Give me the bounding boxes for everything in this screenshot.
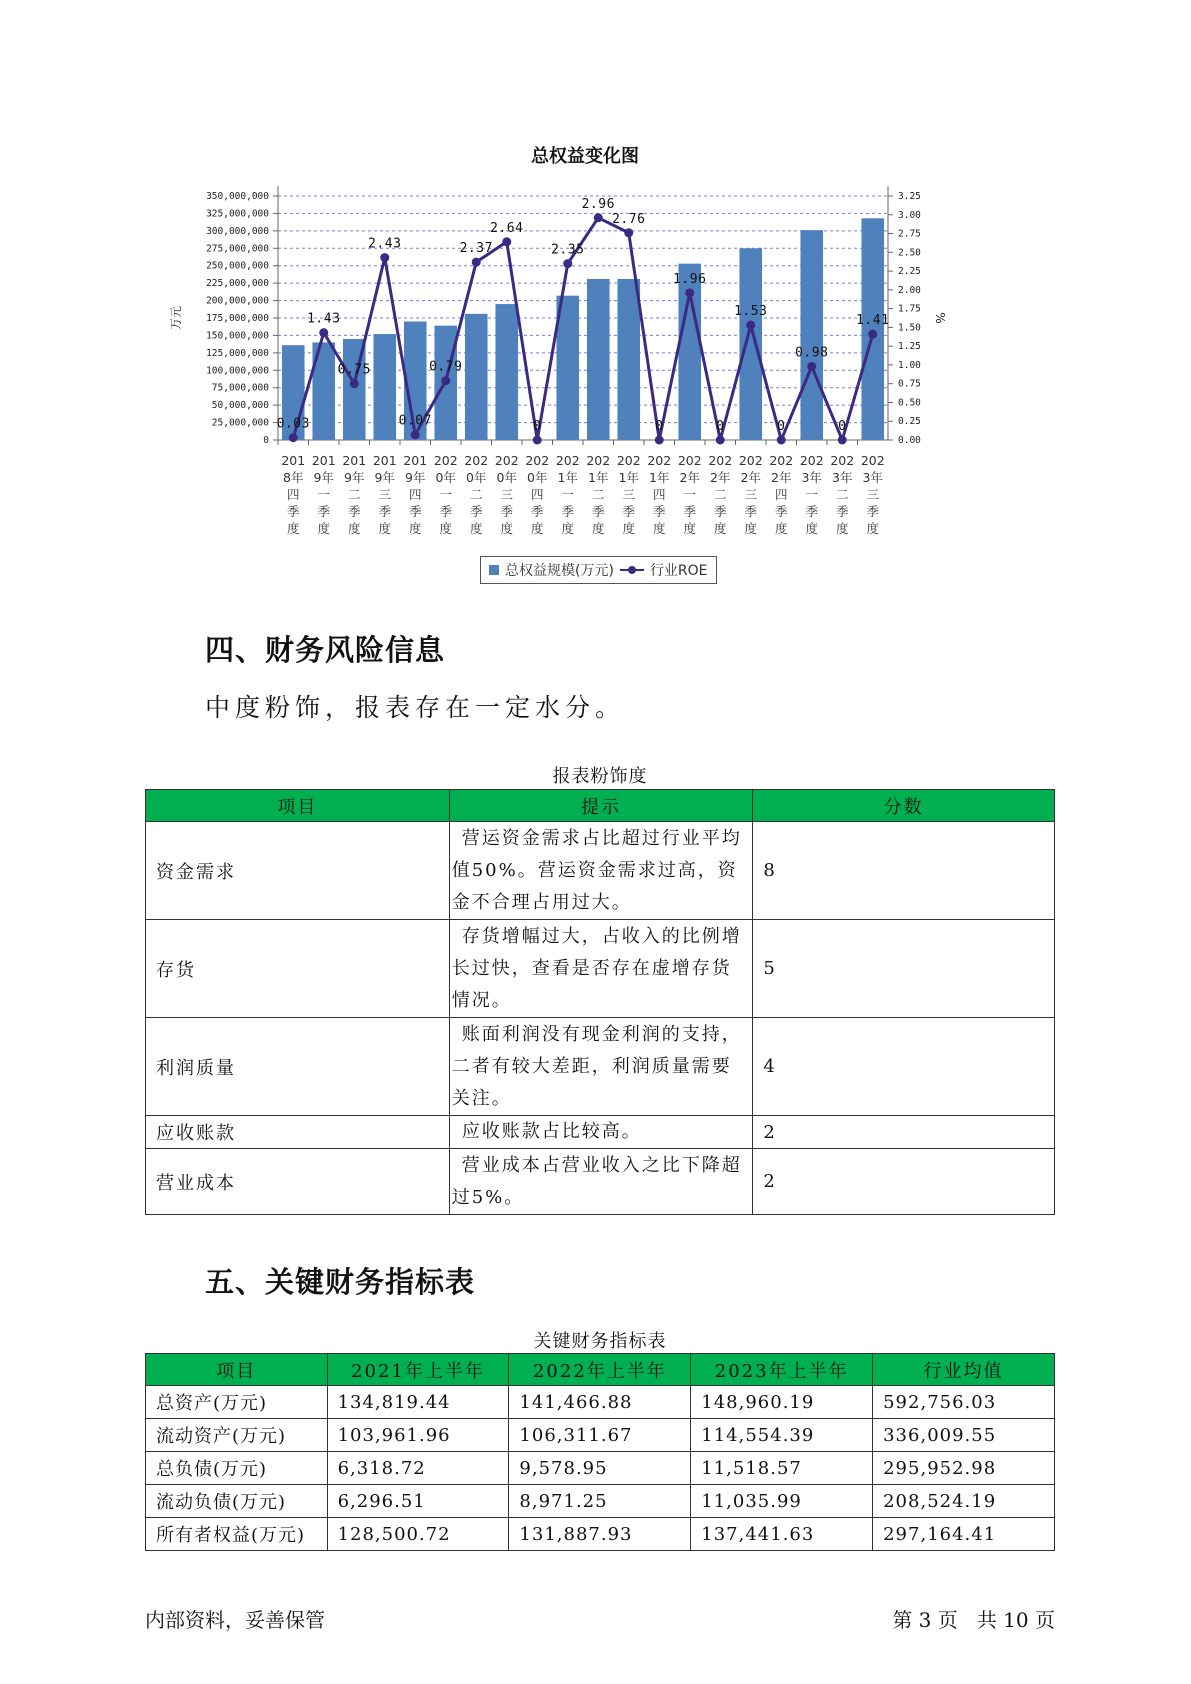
x-tick-label: 度: [805, 521, 819, 536]
kpi-label: 流动资产(万元): [146, 1419, 328, 1452]
roe-point: [746, 321, 755, 330]
x-tick-label: 1年: [618, 470, 639, 485]
roe-point: [472, 258, 481, 267]
table-row: [146, 1149, 1055, 1215]
kpi-value: 8,971.25: [509, 1485, 691, 1518]
x-tick-label: 9年: [313, 470, 334, 485]
kpi-value: 592,756.03: [873, 1386, 1055, 1419]
section-heading-kpi: 五、关键财务指标表: [205, 1265, 476, 1299]
x-tick-label: 三: [378, 487, 392, 502]
x-tick-label: 202: [616, 453, 641, 468]
x-tick-label: 3年: [862, 470, 883, 485]
x-tick-label: 一: [805, 487, 819, 502]
risk-score: 4: [753, 1018, 1055, 1116]
x-tick-label: 9年: [405, 470, 426, 485]
x-tick-label: 202: [586, 453, 611, 468]
table-row: [146, 822, 1055, 920]
x-tick-label: 季: [378, 504, 392, 519]
x-tick-label: 度: [591, 521, 605, 536]
x-tick-label: 三: [744, 487, 758, 502]
roe-point: [868, 330, 877, 339]
y2-tick-label: 3.00: [898, 209, 921, 221]
chart-legend: [480, 556, 717, 584]
x-tick-label: 一: [317, 487, 331, 502]
y-tick-label: 75,000,000: [211, 382, 269, 394]
y2-tick-label: 1.25: [898, 341, 921, 353]
x-tick-label: 四: [408, 487, 422, 502]
x-tick-label: 季: [835, 504, 849, 519]
x-tick-label: 202: [494, 453, 519, 468]
roe-point: [411, 430, 420, 439]
kpi-value: 297,164.41: [873, 1518, 1055, 1551]
y2-tick-label: 1.00: [898, 359, 921, 371]
risk-hint: 营运资金需求占比超过行业平均值50%。营运资金需求过高，资金不合理占用过大。: [449, 822, 753, 920]
chart-title: 总权益变化图: [531, 146, 639, 167]
x-tick-label: 季: [286, 504, 300, 519]
x-tick-label: 一: [439, 487, 453, 502]
y-tick-label: 325,000,000: [206, 208, 269, 220]
kpi-label: 流动负债(万元): [146, 1485, 328, 1518]
data-label: 0: [655, 419, 664, 434]
risk-summary: 中度粉饰，报表存在一定水分。: [205, 693, 626, 722]
x-tick-label: 202: [738, 453, 763, 468]
y-tick-label: 0: [263, 435, 269, 446]
x-tick-label: 季: [469, 504, 483, 519]
header-item: 项目: [146, 790, 450, 822]
x-tick-label: 2年: [679, 470, 700, 485]
kpi-label: 所有者权益(万元): [146, 1518, 328, 1551]
header-score: 分数: [753, 790, 1055, 822]
x-tick-label: 202: [708, 453, 733, 468]
kpi-value: 106,311.67: [509, 1419, 691, 1452]
kpi-value: 6,318.72: [327, 1452, 509, 1485]
risk-item: 资金需求: [146, 822, 450, 920]
data-label: 0: [777, 419, 786, 434]
x-tick-label: 度: [744, 521, 758, 536]
x-tick-label: 0年: [527, 470, 548, 485]
kpi-label: 总资产(万元): [146, 1386, 328, 1419]
y2-axis-title: %: [933, 312, 947, 324]
risk-item: 存货: [146, 920, 450, 1018]
footer-confidential: 内部资料，妥善保管: [145, 1608, 325, 1632]
table-row: [146, 1452, 1055, 1485]
x-tick-label: 季: [683, 504, 697, 519]
x-tick-label: 度: [530, 521, 544, 536]
x-tick-label: 二: [347, 487, 361, 502]
x-tick-label: 202: [830, 453, 855, 468]
roe-point: [289, 433, 298, 442]
x-tick-label: 季: [439, 504, 453, 519]
x-tick-label: 季: [530, 504, 544, 519]
y-tick-label: 250,000,000: [206, 260, 269, 272]
table-row: [146, 920, 1055, 1018]
x-tick-label: 二: [591, 487, 605, 502]
x-tick-label: 度: [408, 521, 422, 536]
kpi-value: 11,035.99: [691, 1485, 873, 1518]
x-tick-label: 201: [403, 453, 428, 468]
kpi-value: 128,500.72: [327, 1518, 509, 1551]
y2-tick-label: 0.00: [898, 435, 921, 446]
header-industry-avg: 行业均值: [873, 1354, 1055, 1386]
x-tick-label: 季: [408, 504, 422, 519]
bar: [373, 334, 396, 440]
roe-point: [533, 436, 542, 445]
y2-tick-label: 0.25: [898, 416, 921, 428]
x-tick-label: 三: [622, 487, 636, 502]
x-tick-label: 2年: [771, 470, 792, 485]
y2-tick-label: 2.25: [898, 266, 921, 278]
x-tick-label: 201: [372, 453, 397, 468]
y2-tick-label: 2.00: [898, 284, 921, 296]
equity-chart-svg: [160, 136, 1030, 556]
y-axis-title: 万元: [169, 305, 183, 331]
x-tick-label: 8年: [283, 470, 304, 485]
data-label: 2.64: [490, 220, 524, 236]
x-tick-label: 四: [286, 487, 300, 502]
x-tick-label: 度: [652, 521, 666, 536]
kpi-value: 295,952.98: [873, 1452, 1055, 1485]
x-tick-label: 201: [342, 453, 367, 468]
x-tick-label: 季: [805, 504, 819, 519]
data-label: 1.53: [734, 304, 768, 320]
y2-tick-label: 1.50: [898, 322, 921, 334]
x-tick-label: 3年: [801, 470, 822, 485]
roe-point: [655, 436, 664, 445]
x-tick-label: 度: [561, 521, 575, 536]
x-tick-label: 季: [622, 504, 636, 519]
data-label: 0: [716, 419, 725, 434]
bar: [465, 314, 488, 440]
x-tick-label: 201: [311, 453, 336, 468]
x-tick-label: 一: [683, 487, 697, 502]
x-tick-label: 2年: [740, 470, 761, 485]
x-tick-label: 季: [317, 504, 331, 519]
legend-line-swatch: [620, 564, 644, 576]
x-tick-label: 二: [835, 487, 849, 502]
roe-point: [716, 436, 725, 445]
table-row: [146, 1518, 1055, 1551]
bar: [861, 218, 884, 440]
x-tick-label: 0年: [496, 470, 517, 485]
y-tick-label: 275,000,000: [206, 243, 269, 255]
data-label: 0.79: [429, 359, 463, 375]
legend-bar-label: 总权益规模(万元): [505, 563, 614, 579]
y-tick-label: 50,000,000: [211, 400, 269, 412]
x-tick-label: 季: [866, 504, 880, 519]
header-2022h1: 2022年上半年: [509, 1354, 691, 1386]
table-row: [146, 1116, 1055, 1149]
data-label: 0.75: [337, 362, 371, 378]
roe-point: [563, 259, 572, 268]
x-tick-label: 202: [433, 453, 458, 468]
x-tick-label: 度: [622, 521, 636, 536]
x-tick-label: 度: [835, 521, 849, 536]
risk-table-header: [146, 790, 1055, 822]
table-row: [146, 1018, 1055, 1116]
bar: [495, 304, 518, 440]
x-tick-label: 202: [799, 453, 824, 468]
x-tick-label: 季: [500, 504, 514, 519]
table-row: [146, 1485, 1055, 1518]
kpi-table: [145, 1353, 1055, 1551]
kpi-value: 141,466.88: [509, 1386, 691, 1419]
data-label: 1.43: [307, 311, 341, 327]
roe-point: [807, 362, 816, 371]
kpi-value: 9,578.95: [509, 1452, 691, 1485]
table-row: [146, 1386, 1055, 1419]
x-tick-label: 度: [774, 521, 788, 536]
x-tick-label: 三: [866, 487, 880, 502]
x-tick-label: 度: [347, 521, 361, 536]
x-tick-label: 四: [774, 487, 788, 502]
data-label: 0.03: [276, 416, 310, 432]
y-tick-label: 150,000,000: [206, 330, 269, 342]
kpi-value: 103,961.96: [327, 1419, 509, 1452]
roe-point: [319, 328, 328, 337]
x-tick-label: 202: [525, 453, 550, 468]
x-tick-label: 度: [286, 521, 300, 536]
roe-point: [502, 237, 511, 246]
data-label: 2.96: [581, 196, 615, 212]
y-tick-label: 125,000,000: [206, 347, 269, 359]
risk-score: 8: [753, 822, 1055, 920]
risk-table-caption: 报表粉饰度: [552, 766, 648, 787]
header-2021h1: 2021年上半年: [327, 1354, 509, 1386]
header-item: 项目: [146, 1354, 328, 1386]
kpi-value: 131,887.93: [509, 1518, 691, 1551]
x-tick-label: 二: [713, 487, 727, 502]
bar: [739, 248, 762, 440]
data-label: 0: [838, 419, 847, 434]
risk-item: 利润质量: [146, 1018, 450, 1116]
table-row: [146, 1419, 1055, 1452]
bar: [587, 279, 610, 440]
bar: [617, 279, 640, 440]
kpi-value: 336,009.55: [873, 1419, 1055, 1452]
equity-chart: [160, 136, 1030, 596]
x-tick-label: 度: [317, 521, 331, 536]
x-tick-label: 季: [774, 504, 788, 519]
x-tick-label: 度: [469, 521, 483, 536]
x-tick-label: 二: [469, 487, 483, 502]
x-tick-label: 三: [500, 487, 514, 502]
risk-hint: 账面利润没有现金利润的支持，二者有较大差距，利润质量需要关注。: [449, 1018, 753, 1116]
x-tick-label: 季: [744, 504, 758, 519]
roe-point: [594, 213, 603, 222]
risk-score: 5: [753, 920, 1055, 1018]
legend-line-label: 行业ROE: [649, 563, 708, 579]
kpi-value: 208,524.19: [873, 1485, 1055, 1518]
data-label: 2.35: [551, 242, 585, 258]
x-tick-label: 度: [713, 521, 727, 536]
x-tick-label: 0年: [435, 470, 456, 485]
data-label: 2.37: [459, 241, 493, 257]
risk-score: 2: [753, 1149, 1055, 1215]
risk-item: 营业成本: [146, 1149, 450, 1215]
x-tick-label: 1年: [557, 470, 578, 485]
y-tick-label: 200,000,000: [206, 295, 269, 307]
x-tick-label: 3年: [832, 470, 853, 485]
x-tick-label: 度: [866, 521, 880, 536]
roe-point: [441, 376, 450, 385]
x-tick-label: 四: [652, 487, 666, 502]
x-tick-label: 季: [561, 504, 575, 519]
kpi-label: 总负债(万元): [146, 1452, 328, 1485]
section-heading-risk: 四、财务风险信息: [205, 633, 446, 667]
risk-score: 2: [753, 1116, 1055, 1149]
risk-hint: 存货增幅过大，占收入的比例增长过快，查看是否存在虚增存货情况。: [449, 920, 753, 1018]
y-tick-label: 300,000,000: [206, 225, 269, 237]
x-tick-label: 季: [713, 504, 727, 519]
data-label: 2.43: [368, 236, 402, 252]
data-label: 0.07: [398, 413, 432, 429]
x-tick-label: 季: [347, 504, 361, 519]
header-hint: 提示: [449, 790, 753, 822]
risk-table: [145, 789, 1055, 1215]
x-tick-label: 201: [281, 453, 306, 468]
data-label: 0.98: [795, 345, 829, 361]
kpi-value: 6,296.51: [327, 1485, 509, 1518]
y2-tick-label: 1.75: [898, 303, 921, 315]
y2-tick-label: 2.75: [898, 228, 921, 240]
x-tick-label: 202: [677, 453, 702, 468]
y-tick-label: 175,000,000: [206, 313, 269, 324]
y-tick-label: 100,000,000: [206, 365, 269, 377]
x-tick-label: 9年: [344, 470, 365, 485]
kpi-value: 11,518.57: [691, 1452, 873, 1485]
y2-tick-label: 3.25: [898, 191, 921, 202]
x-tick-label: 9年: [374, 470, 395, 485]
x-tick-label: 2年: [710, 470, 731, 485]
x-tick-label: 202: [769, 453, 794, 468]
data-label: 1.96: [673, 271, 707, 287]
risk-item: 应收账款: [146, 1116, 450, 1149]
roe-point: [838, 436, 847, 445]
roe-point: [624, 228, 633, 237]
x-tick-label: 1年: [649, 470, 670, 485]
y2-tick-label: 0.50: [898, 397, 921, 409]
x-tick-label: 度: [439, 521, 453, 536]
roe-point: [380, 253, 389, 262]
data-label: 1.41: [856, 313, 890, 329]
x-tick-label: 202: [464, 453, 489, 468]
bar: [800, 230, 823, 440]
y-tick-label: 350,000,000: [206, 191, 269, 202]
risk-hint: 营业成本占营业收入之比下降超过5%。: [449, 1149, 753, 1215]
data-label: 2.76: [612, 211, 646, 227]
x-tick-label: 季: [652, 504, 666, 519]
x-tick-label: 四: [530, 487, 544, 502]
kpi-value: 148,960.19: [691, 1386, 873, 1419]
x-tick-label: 一: [561, 487, 575, 502]
x-tick-label: 202: [555, 453, 580, 468]
x-tick-label: 季: [591, 504, 605, 519]
roe-point: [777, 436, 786, 445]
data-label: 0: [533, 419, 542, 434]
x-tick-label: 202: [647, 453, 672, 468]
footer-page-number: 第 3 页 共 10 页: [892, 1608, 1055, 1632]
kpi-table-caption: 关键财务指标表: [533, 1331, 667, 1352]
x-tick-label: 202: [860, 453, 885, 468]
x-tick-label: 0年: [466, 470, 487, 485]
risk-hint: 应收账款占比较高。: [449, 1116, 753, 1149]
y2-tick-label: 2.50: [898, 247, 921, 259]
x-tick-label: 度: [378, 521, 392, 536]
header-2023h1: 2023年上半年: [691, 1354, 873, 1386]
y2-tick-label: 0.75: [898, 378, 921, 390]
kpi-table-header: [146, 1354, 1055, 1386]
roe-point: [685, 288, 694, 297]
kpi-value: 114,554.39: [691, 1419, 873, 1452]
kpi-value: 134,819.44: [327, 1386, 509, 1419]
x-tick-label: 1年: [588, 470, 609, 485]
roe-point: [350, 379, 359, 388]
legend-bar-swatch: [489, 565, 499, 575]
x-tick-label: 度: [500, 521, 514, 536]
kpi-value: 137,441.63: [691, 1518, 873, 1551]
y-tick-label: 25,000,000: [211, 417, 269, 429]
x-tick-label: 度: [683, 521, 697, 536]
y-tick-label: 225,000,000: [206, 278, 269, 290]
